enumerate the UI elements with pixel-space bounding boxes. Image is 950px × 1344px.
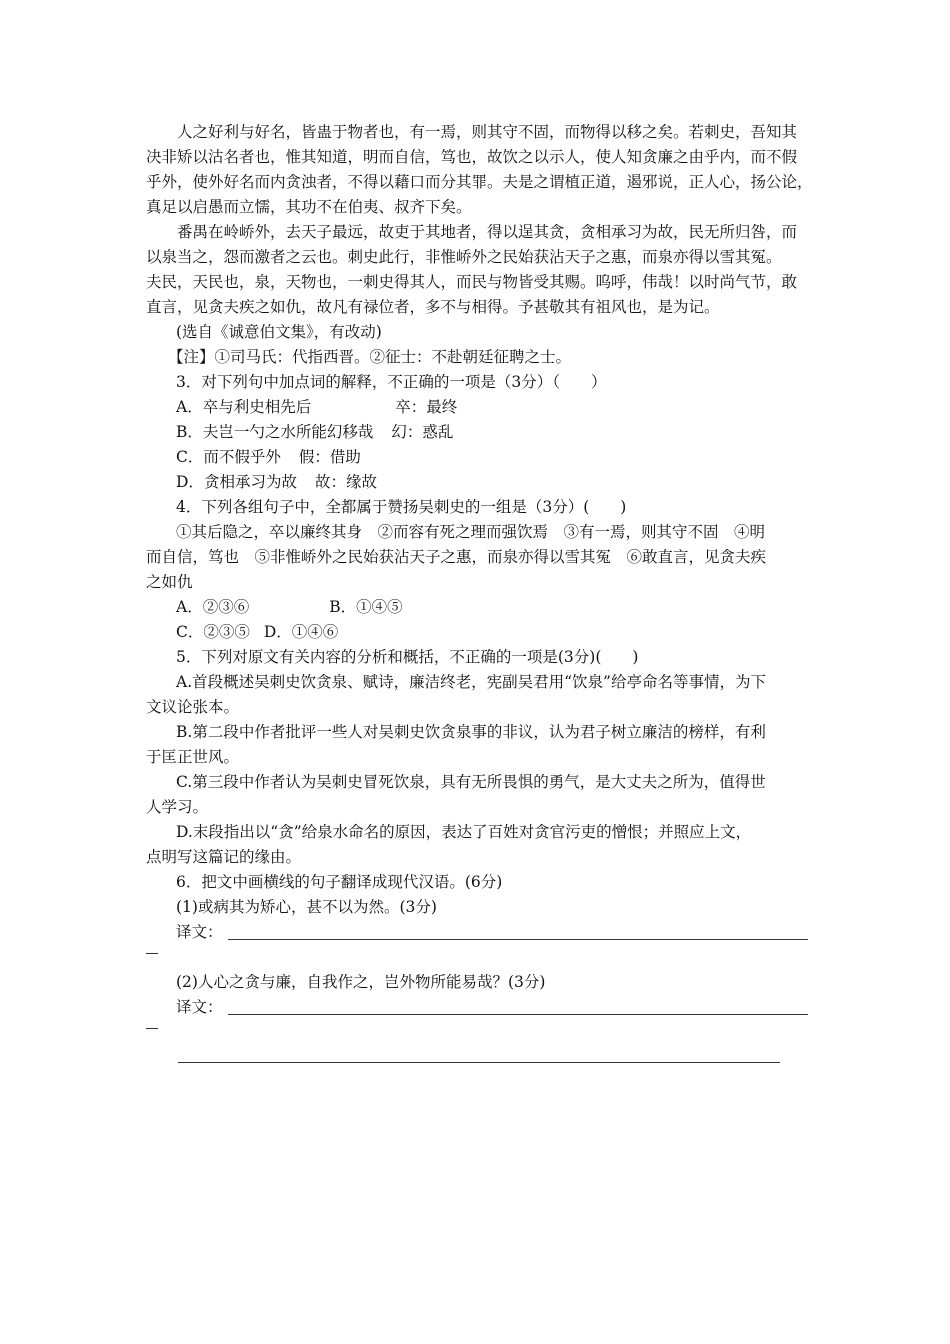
option-b[interactable]: B．①④⑤ [329,598,403,616]
option-c[interactable] [146,445,818,470]
text-line: 真足以启愚而立懦，其功不在伯夷、叔齐下矣。 [146,198,472,216]
sentence-2: (2)人心之贪与廉，自我作之，岂外物所能易哉？(3分) [176,973,546,991]
question-items: 之如仇 [146,573,193,591]
text-line: 番禺在岭峤外，去天子最远，故吏于其地者，得以逞其贪，贪相承习为故，民无所归咎，而 [177,223,798,241]
question-items: ①其后隐之，卒以廉终其身 ②而容有死之理而强饮焉 ③有一焉，则其守不固 ④明 [176,523,766,541]
question-4 [146,495,818,645]
option-c[interactable]: C．②③⑤ [176,623,250,641]
option-text: 贪相承习为故 [203,473,297,491]
sentence-1: (1)或病其为矫心，甚不以为然。(3分) [176,898,437,916]
option-d[interactable] [146,470,818,495]
question-stem: 4．下列各组句子中，全都属于赞扬吴刺史的一组是（3分）( ) [176,498,627,516]
line-stub [146,1020,818,1045]
option-letter: C． [176,448,204,466]
option-gloss: 卒：最终 [395,398,458,416]
question-6 [146,870,818,1045]
option-b-cont: 于匡正世风。 [146,748,240,766]
answer-line [228,1014,808,1015]
option-letter: D． [176,473,204,491]
note-label: 【注】 [168,348,215,366]
option-gloss: 假：借助 [298,448,361,466]
text-line: 人之好利与好名，皆蛊于物者也，有一焉，则其守不固，而物得以移之矣。若刺史，吾知其 [177,123,798,141]
option-letter: A． [176,398,203,416]
question-stem: 6．把文中画横线的句子翻译成现代汉语。(6分) [176,873,503,891]
option-c-cont: 人学习。 [146,798,209,816]
options-row [146,595,818,620]
option-text: 夫岂一勺之水所能幻移哉 [202,423,374,441]
options-row [146,620,818,645]
option-d[interactable]: D.末段指出以“贪”给泉水命名的原因，表达了百姓对贪官污吏的憎恨；并照应上文， [176,823,752,841]
text-line: 以泉当之，怨而激者之云也。刺史此行，非惟峤外之民始获沾天子之惠，而泉亦得以雪其冤。 [146,248,782,266]
text-line: 决非矫以沽名者也，惟其知道，明而自信，笃也，故饮之以示人，使人知贪廉之由乎内，而不假 [146,148,798,166]
answer-field-2[interactable] [146,995,818,1020]
option-text: 卒与利史相先后 [202,398,312,416]
question-items: 而自信，笃也 ⑤非惟峤外之民始获沾天子之惠，而泉亦得以雪其冤 ⑥敢直言，见贪夫疾 [146,548,767,566]
question-3 [146,370,818,495]
option-letter: B． [176,423,203,441]
question-stem: 5．下列对原文有关内容的分析和概括，不正确的一项是(3分)( ) [176,648,639,666]
answer-field-1[interactable] [146,920,818,945]
document-page [146,120,818,1045]
option-d-cont: 点明写这篇记的缘由。 [146,848,302,866]
option-b[interactable]: B.第二段中作者批评一些人对吴刺史饮贪泉事的非议，认为君子树立廉洁的榜样，有利 [176,723,766,741]
option-a-cont: 文议论张本。 [146,698,240,716]
note-text: ①司马氏：代指西晋。②征士：不赴朝廷征聘之士。 [214,348,572,366]
answer-label: 译文： [176,998,223,1016]
option-d[interactable]: D．①④⑥ [263,623,339,641]
option-gloss: 故：缘故 [314,473,377,491]
option-gloss: 幻：惑乱 [391,423,454,441]
option-a[interactable]: A.首段概述吴刺史饮贪泉、赋诗，廉洁终老，宪副吴君用“饮泉”给亭命名等事情，为下 [176,673,766,691]
source-citation: (选自《诚意伯文集》，有改动) [176,323,382,341]
passage-paragraph-1 [146,120,818,220]
answer-label: 译文： [176,923,223,941]
option-a[interactable]: A．②③⑥ [176,598,250,616]
option-b[interactable] [146,420,818,445]
text-line: 直言，见贪夫疾之如仇，故凡有禄位者，多不与相得。予甚敬其有祖风也，是为记。 [146,298,720,316]
line-stub [146,945,818,970]
option-c[interactable]: C.第三段中作者认为吴刺史冒死饮泉，具有无所畏惧的勇气，是大丈夫之所为，值得世 [176,773,766,791]
option-text: 而不假乎外 [203,448,281,466]
answer-line [228,939,808,940]
question-5 [146,645,818,870]
question-stem: 3．对下列句中加点词的解释，不正确的一项是（3分）（ ） [176,373,607,391]
answer-extra-line[interactable] [178,1062,780,1063]
text-line: 乎外，使外好名而内贪浊者，不得以藉口而分其罪。夫是之谓植正道，遏邪说，正人心，扬公论， [146,173,813,191]
note [146,345,818,370]
text-line: 夫民，天民也，泉，天物也，一刺史得其人，而民与物皆受其赐。呜呼，伟哉！以时尚气节，敢 [146,273,798,291]
passage-paragraph-2 [146,220,818,320]
option-a[interactable] [146,395,818,420]
